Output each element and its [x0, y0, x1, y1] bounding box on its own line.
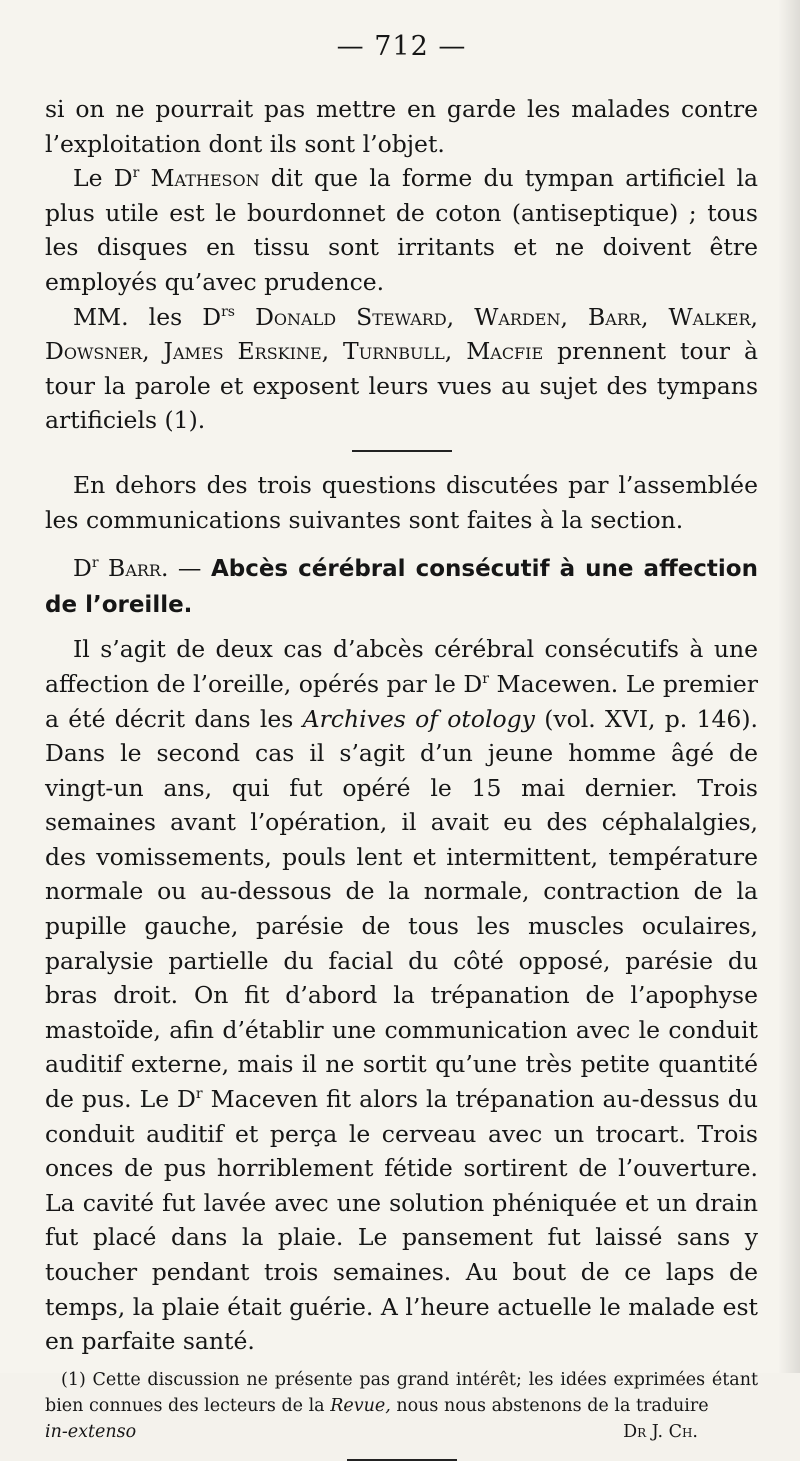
- paragraph-text: En dehors des trois questions discutées par l’assemblée les communications suivantes sont faites à la section.: [45, 470, 758, 534]
- paragraph-text: prennent tour à tour la parole et exposent leurs vues au sujet des tympans artificiels (1).: [45, 337, 758, 435]
- text-fragment: MM. les D: [73, 302, 222, 331]
- dash: —: [168, 554, 211, 583]
- author-name: Matheson: [150, 164, 260, 193]
- superscript: r: [482, 670, 489, 687]
- journal-title: Revue,: [330, 1395, 391, 1416]
- text-fragment: Il s’agit de deux cas d’abcès cérébral consécutifs à une affection de l’oreille, opérés par le D: [45, 635, 758, 698]
- text-fragment: (vol. XVI, p. 146). Dans le second cas il s’agit d’un jeune homme âgé de vingt-un ans, qui fut opéré le 15 mai dernier. Trois semaines avant l’opération, il avait eu des céphalalgies, des vomissements, pouls lent et intermittent, température normale ou au-dessous de la normale, contraction de la pupille gauche, parésie de tous les muscles oculaires, paralysie partielle du facial du côté opposé, parésie du bras droit. On fit d’abord la trépanation de l’apophyse mastoïde, afin d’établir une communication avec le conduit auditif externe, mais il ne sortit qu’une très petite quantité de pus. Le D: [45, 704, 758, 1114]
- page-number: — 712 —: [336, 31, 467, 62]
- superscript: r: [132, 165, 140, 182]
- paragraph-case: [45, 632, 758, 1358]
- journal-title: Archives of otology: [302, 704, 535, 733]
- superscript: r: [91, 555, 99, 572]
- author-names: Donald Steward, Warden, Barr, Walker, Dowsner, James Erskine, Turnbull, Macfie: [45, 302, 758, 366]
- footnote-text: nous nous abstenons de la traduire: [390, 1395, 709, 1416]
- text-fragment: Macewen. Le premier a été décrit dans les: [45, 669, 758, 733]
- paragraph-doctors: [45, 300, 758, 438]
- section-heading: [45, 551, 758, 622]
- superscript: rs: [221, 303, 235, 320]
- text-fragment: Maceven fit alors la trépanation au-dessus du conduit auditif et perça le cerveau avec un trocart. Trois onces de pus horriblement fétide sortirent de l’ouverture. La cavité fut lavée avec une solution phéniquée et un drain fut placé dans la plaie. Le pansement fut laissé sans y toucher pendant trois semaines. Au bout de ce laps de temps, la plaie était guérie. A l’heure actuelle le malade est en parfaite santé.: [45, 1085, 758, 1356]
- footnote-text: (1) Cette discussion ne présente pas grand intérêt; les idées exprimées étant bien connues des lecteurs de la: [45, 1369, 758, 1416]
- end-divider: [347, 1459, 457, 1461]
- superscript: r: [195, 1086, 203, 1103]
- page-edge-shadow: [778, 0, 800, 1373]
- footnote-text: in-extenso: [45, 1421, 137, 1442]
- paragraph-text: si on ne pourrait pas mettre en garde les malades contre l’exploitation dont ils sont l’objet.: [45, 95, 758, 158]
- section-divider: [352, 450, 452, 452]
- footnote: [45, 1367, 758, 1419]
- paragraph-text: dit que la forme du tympan artificiel la plus utile est le bourdonnet de coton (antiseptique) ; tous les disques en tissu sont irritants et ne doivent être employés qu’avec prudence.: [45, 164, 758, 296]
- footnote-signature: Dr J. Ch.: [623, 1421, 698, 1442]
- article-title: Abcès cérébral consécutif à une affection de l’oreille.: [45, 556, 758, 618]
- paragraph-communications: [45, 468, 758, 537]
- text-fragment: D: [73, 554, 92, 583]
- author-name: Barr.: [108, 554, 169, 583]
- text-fragment: Le D: [73, 164, 133, 193]
- paragraph-matheson: [45, 161, 758, 299]
- footnote-last-line: [45, 1419, 758, 1445]
- paragraph-exploitation: [45, 92, 758, 161]
